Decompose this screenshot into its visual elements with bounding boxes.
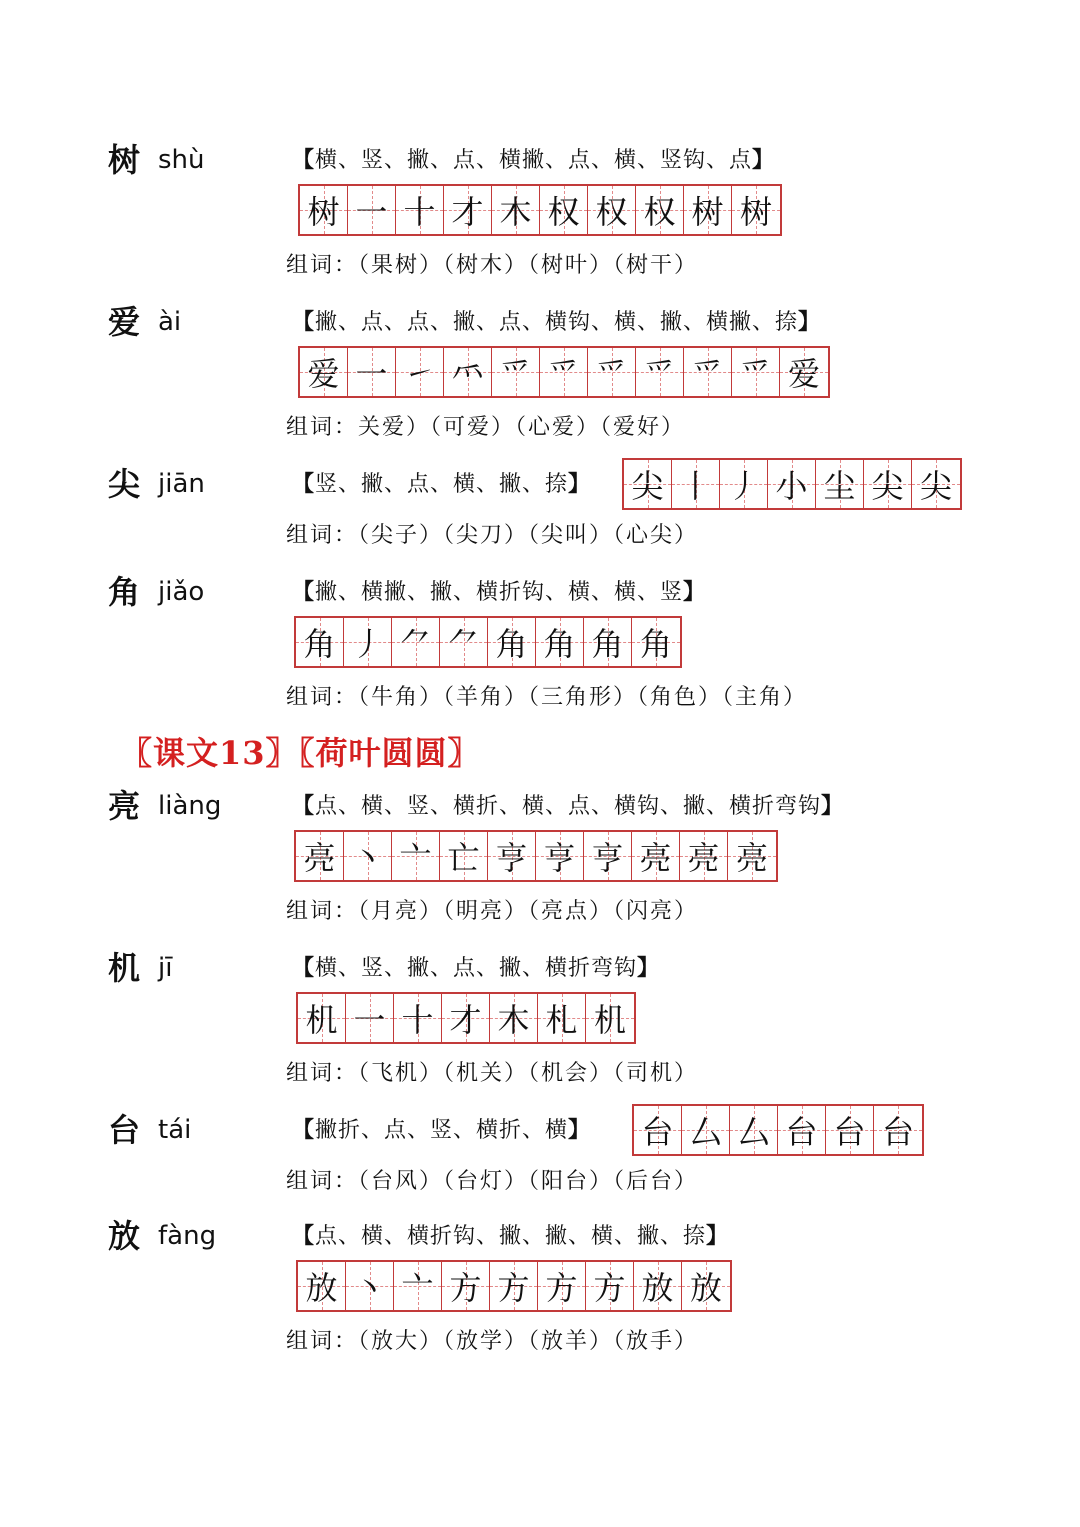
bracket: 】 [683, 579, 707, 605]
stroke-cell [344, 832, 392, 880]
stroke-cell [680, 832, 728, 880]
glyph: 亮 [639, 839, 672, 877]
stroke-cell [440, 832, 488, 880]
stroke-cell [348, 186, 396, 234]
glyph: 亮 [735, 839, 768, 877]
glyph: 权 [547, 193, 580, 231]
bracket: 】 [568, 1117, 592, 1143]
glyph: 树 [307, 193, 340, 231]
stroke-cell [298, 1262, 346, 1310]
lesson-heading: 〖课文13〗〖荷叶圆圆〗 [120, 734, 481, 772]
glyph: 木 [497, 1001, 530, 1039]
glyph: 札 [545, 1001, 578, 1039]
stroke-cell [816, 460, 864, 508]
glyph: 方 [497, 1269, 530, 1307]
stroke-cell [346, 1262, 394, 1310]
stroke-cell [684, 186, 732, 234]
stroke-cell [540, 186, 588, 234]
glyph: 台 [641, 1113, 674, 1151]
stroke-cell [874, 1106, 922, 1154]
glyph: 机 [305, 1001, 338, 1039]
stroke-cell [636, 348, 684, 396]
stroke-list [292, 1112, 591, 1149]
glyph: 权 [643, 193, 676, 231]
stroke-cell [488, 832, 536, 880]
glyph: 树 [739, 193, 772, 231]
glyph: 尘 [823, 467, 856, 505]
stroke-cell [538, 1262, 586, 1310]
glyph: 方 [449, 1269, 482, 1307]
glyph: 厶 [689, 1113, 722, 1151]
entry-jiao [0, 572, 1080, 722]
glyph: 角 [543, 625, 576, 663]
entry-character: 机 [108, 949, 141, 987]
stroke-cell [298, 994, 346, 1042]
stroke-cell [492, 348, 540, 396]
entry-character: 角 [108, 573, 141, 611]
glyph: 爫 [547, 355, 580, 393]
glyph: 爫 [643, 355, 676, 393]
stroke-list [292, 304, 821, 341]
entry-character: 亮 [108, 787, 141, 825]
glyph: 树 [691, 193, 724, 231]
glyph: 丶 [351, 839, 384, 877]
word-list: 组词：关爱）（可爱）（心爱）（爱好） [286, 415, 686, 440]
stroke-cell [492, 186, 540, 234]
bracket: 【 [292, 1223, 316, 1249]
stroke-cell [632, 618, 680, 666]
glyph: 角 [639, 625, 672, 663]
stroke-order-grid [296, 1260, 732, 1312]
glyph: 丨 [679, 467, 712, 505]
entry-shu [0, 140, 1080, 290]
entry-pinyin: liàng [158, 791, 222, 821]
bracket: 】 [752, 147, 776, 173]
glyph: 木 [499, 193, 532, 231]
glyph: 点、横、竖、横折、横、点、横钩、撇、横折弯钩 [315, 794, 822, 819]
stroke-cell [442, 1262, 490, 1310]
glyph: 尖 [919, 467, 952, 505]
stroke-cell [536, 618, 584, 666]
entry-pinyin: ài [158, 307, 182, 337]
glyph: 放 [641, 1269, 674, 1307]
glyph: 丿 [351, 625, 384, 663]
stroke-order-grid [298, 346, 830, 398]
stroke-cell [632, 832, 680, 880]
stroke-cell [296, 832, 344, 880]
stroke-cell [296, 618, 344, 666]
stroke-order-grid [632, 1104, 924, 1156]
stroke-cell [488, 618, 536, 666]
bracket: 【 [292, 955, 316, 981]
glyph: 放 [689, 1269, 722, 1307]
stroke-cell [490, 994, 538, 1042]
glyph: 爫 [499, 355, 532, 393]
stroke-cell [536, 832, 584, 880]
entry-pinyin: fàng [158, 1221, 217, 1251]
stroke-cell [444, 348, 492, 396]
stroke-cell [912, 460, 960, 508]
stroke-cell [394, 994, 442, 1042]
word-list: 组词：（台风）（台灯）（阳台）（后台） [286, 1169, 699, 1194]
entry-character: 放 [108, 1217, 141, 1255]
stroke-cell [672, 460, 720, 508]
stroke-cell [540, 348, 588, 396]
glyph: 亮 [303, 839, 336, 877]
glyph: 爱 [787, 355, 820, 393]
glyph: 爫 [691, 355, 724, 393]
glyph: 角 [591, 625, 624, 663]
entry-character: 树 [108, 141, 141, 179]
glyph: 丶 [353, 1269, 386, 1307]
stroke-cell [440, 618, 488, 666]
entry-pinyin: shù [158, 145, 205, 175]
stroke-list [292, 574, 706, 611]
glyph: 尖 [871, 467, 904, 505]
entry-ai [0, 302, 1080, 452]
stroke-cell [826, 1106, 874, 1154]
bracket: 【 [292, 1117, 316, 1143]
glyph: 方 [545, 1269, 578, 1307]
stroke-cell [490, 1262, 538, 1310]
glyph: 权 [595, 193, 628, 231]
entry-character: 爱 [108, 303, 141, 341]
stroke-cell [732, 348, 780, 396]
glyph: 亮 [687, 839, 720, 877]
glyph: 台 [881, 1113, 914, 1151]
stroke-order-grid [296, 992, 636, 1044]
glyph: 方 [593, 1269, 626, 1307]
bracket: 【 [292, 471, 316, 497]
stroke-cell [300, 186, 348, 234]
stroke-cell [348, 348, 396, 396]
stroke-order-grid [298, 184, 782, 236]
bracket: 【 [292, 147, 316, 173]
stroke-cell [584, 618, 632, 666]
glyph: 十 [401, 1001, 434, 1039]
stroke-cell [728, 832, 776, 880]
glyph: 角 [303, 625, 336, 663]
bracket: 】 [821, 793, 845, 819]
word-list: 组词：（尖子）（尖刀）（尖叫）（心尖） [286, 523, 699, 548]
glyph: 小 [775, 467, 808, 505]
glyph: 撇、点、点、撇、点、横钩、横、撇、横撇、捺 [315, 310, 799, 335]
stroke-cell [392, 832, 440, 880]
stroke-cell [588, 348, 636, 396]
stroke-cell [682, 1262, 730, 1310]
glyph: 亨 [495, 839, 528, 877]
stroke-cell [396, 348, 444, 396]
glyph: ⺈ [447, 625, 480, 663]
glyph: 台 [833, 1113, 866, 1151]
bracket: 【 [292, 309, 316, 335]
bracket: 】 [637, 955, 661, 981]
stroke-cell [730, 1106, 778, 1154]
word-list: 组词：（放大）（放学）（放羊）（放手） [286, 1329, 699, 1354]
stroke-cell [300, 348, 348, 396]
bracket: 【 [292, 793, 316, 819]
stroke-cell [634, 1262, 682, 1310]
glyph: 才 [449, 1001, 482, 1039]
bracket: 】 [568, 471, 592, 497]
stroke-cell [584, 832, 632, 880]
glyph: 台 [785, 1113, 818, 1151]
stroke-cell [682, 1106, 730, 1154]
glyph: 才 [451, 193, 484, 231]
glyph: ⺈ [399, 625, 432, 663]
stroke-cell [624, 460, 672, 508]
word-list: 组词：（果树）（树木）（树叶）（树干） [286, 253, 699, 278]
entry-pinyin: jī [158, 953, 173, 983]
stroke-list [292, 788, 844, 825]
glyph: 亨 [543, 839, 576, 877]
glyph: 爫 [739, 355, 772, 393]
stroke-cell [780, 348, 828, 396]
stroke-cell [684, 348, 732, 396]
entry-pinyin: tái [158, 1115, 192, 1145]
stroke-cell [442, 994, 490, 1042]
entry-ji [0, 948, 1080, 1098]
stroke-order-grid [622, 458, 962, 510]
stroke-cell [346, 994, 394, 1042]
glyph: 丿 [727, 467, 760, 505]
entry-character: 尖 [108, 465, 141, 503]
word-list: 组词：（月亮）（明亮）（亮点）（闪亮） [286, 899, 699, 924]
glyph: 爫 [595, 355, 628, 393]
glyph: 撇折、点、竖、横折、横 [315, 1118, 569, 1143]
stroke-cell [634, 1106, 682, 1154]
glyph: 一 [355, 355, 388, 393]
word-list: 组词：（牛角）（羊角）（三角形）（角色）（主角） [286, 685, 808, 710]
stroke-cell [864, 460, 912, 508]
stroke-cell [392, 618, 440, 666]
stroke-list [292, 1218, 729, 1255]
glyph: ㇀ [403, 355, 436, 393]
entry-fang [0, 1216, 1080, 1366]
stroke-list [292, 950, 660, 987]
entry-pinyin: jiǎo [158, 577, 205, 607]
stroke-cell [396, 186, 444, 234]
glyph: ⺤ [451, 355, 484, 393]
stroke-cell [394, 1262, 442, 1310]
glyph: 横、竖、撇、点、撇、横折弯钩 [315, 956, 638, 981]
glyph: 角 [495, 625, 528, 663]
glyph: 竖、撇、点、横、撇、捺 [315, 472, 569, 497]
glyph: 尖 [631, 467, 664, 505]
glyph: 点、横、横折钩、撇、撇、横、撇、捺 [315, 1224, 707, 1249]
stroke-order-grid [294, 830, 778, 882]
stroke-cell [768, 460, 816, 508]
bracket: 】 [798, 309, 822, 335]
glyph: 亨 [591, 839, 624, 877]
glyph: 一 [355, 193, 388, 231]
stroke-cell [538, 994, 586, 1042]
word-list: 组词：（飞机）（机关）（机会）（司机） [286, 1061, 699, 1086]
stroke-cell [778, 1106, 826, 1154]
entry-liang [0, 786, 1080, 936]
stroke-cell [344, 618, 392, 666]
glyph: 爱 [307, 355, 340, 393]
stroke-cell [444, 186, 492, 234]
entry-character: 台 [108, 1111, 141, 1149]
glyph: 亡 [447, 839, 480, 877]
stroke-cell [588, 186, 636, 234]
bracket: 】 [706, 1223, 730, 1249]
bracket: 【 [292, 579, 316, 605]
glyph: 亠 [401, 1269, 434, 1307]
stroke-cell [732, 186, 780, 234]
glyph: 放 [305, 1269, 338, 1307]
stroke-cell [720, 460, 768, 508]
stroke-list [292, 142, 775, 179]
glyph: 撇、横撇、撇、横折钩、横、横、竖 [315, 580, 684, 605]
entry-pinyin: jiān [158, 469, 205, 499]
glyph: 机 [593, 1001, 626, 1039]
glyph: 十 [403, 193, 436, 231]
stroke-cell [586, 1262, 634, 1310]
stroke-order-grid [294, 616, 682, 668]
glyph: 横、竖、撇、点、横撇、点、横、竖钩、点 [315, 148, 753, 173]
glyph: 一 [353, 1001, 386, 1039]
stroke-cell [586, 994, 634, 1042]
stroke-cell [636, 186, 684, 234]
glyph: 厶 [737, 1113, 770, 1151]
stroke-list [292, 466, 591, 503]
glyph: 亠 [399, 839, 432, 877]
